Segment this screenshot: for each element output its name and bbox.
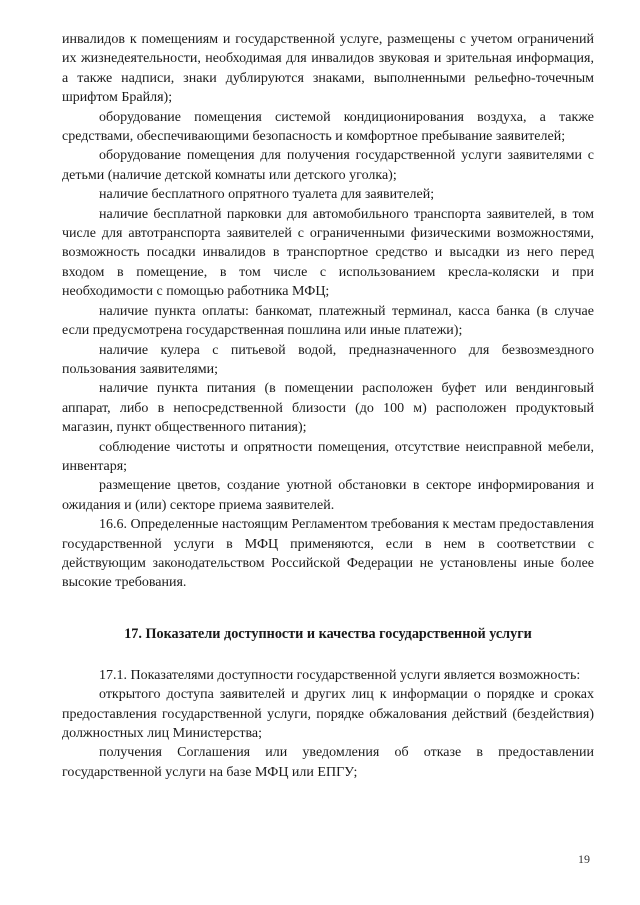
paragraph-toilet: наличие бесплатного опрятного туалета для заявителей;: [99, 187, 435, 203]
document-page: [62, 30, 594, 782]
paragraph-children-room: оборудование помещения для получения государственной услуги заявителями с детьми (наличие детской комнаты или детского уголка);: [62, 148, 594, 183]
section-heading: 17. Показатели доступности и качества государственной услуги: [124, 625, 532, 642]
paragraph-agreement: получения Соглашения или уведомления об отказе в предоставлении государственной услуги на базе МФЦ или ЕПГУ;: [62, 745, 594, 780]
paragraph-16-6: 16.6. Определенные настоящим Регламентом требования к местам предоставления государственной услуги в МФЦ применяются, если в нем в соответствии с действующим законодательством Российской Федерации не установлены иные более высокие требования.: [62, 517, 594, 591]
paragraph-flowers: размещение цветов, создание уютной обстановки в секторе информирования и ожидания и (или) секторе приема заявителей.: [62, 478, 594, 513]
paragraph-air-conditioning: оборудование помещения системой кондиционирования воздуха, а также средствами, обеспечивающими безопасность и комфортное пребывание заявителей;: [62, 109, 594, 145]
paragraph-17-1: 17.1. Показателями доступности государственной услуги является возможность:: [99, 667, 581, 683]
paragraph-water-cooler: наличие кулера с питьевой водой, предназначенного для безвозмездного пользования заявителями;: [62, 342, 594, 377]
paragraph-food-point: наличие пункта питания (в помещении расположен буфет или вендинговый аппарат, либо в непосредственной близости (до 100 м) расположен продуктовый магазин, пункт общественного питания);: [62, 381, 594, 436]
paragraph-parking: наличие бесплатной парковки для автомобильного транспорта заявителей, в том числе для автотранспорта заявителей с ограниченными физическими возможностями, возможность посадки инвалидов в транспортное средство и высадки из него перед входом в помещение, в том числе с использованием кресла-коляски и при необходимости с помощью работника МФЦ;: [62, 206, 594, 300]
paragraph-open-access: открытого доступа заявителей и других лиц к информации о порядке и сроках предоставления государственной услуги, порядке обжалования действий (бездействия) должностных лиц Министерства;: [62, 687, 594, 741]
paragraph-cleanliness: соблюдение чистоты и опрятности помещения, отсутствие неисправной мебели, инвентаря;: [62, 439, 594, 474]
paragraph-payment-point: наличие пункта оплаты: банкомат, платежный терминал, касса банка (в случае если предусмотрена государственная пошлина или иные платежи);: [62, 303, 594, 339]
paragraph-continued: инвалидов к помещениям и государственной услуге, размещены с учетом ограничений их жизнедеятельности, необходимая для инвалидов звуковая и зрительная информация, а также надписи, знаки дублируются знаками, выполненными рельефно-точечным шрифтом Брайля);: [62, 32, 594, 106]
page-number: 19: [578, 852, 590, 866]
